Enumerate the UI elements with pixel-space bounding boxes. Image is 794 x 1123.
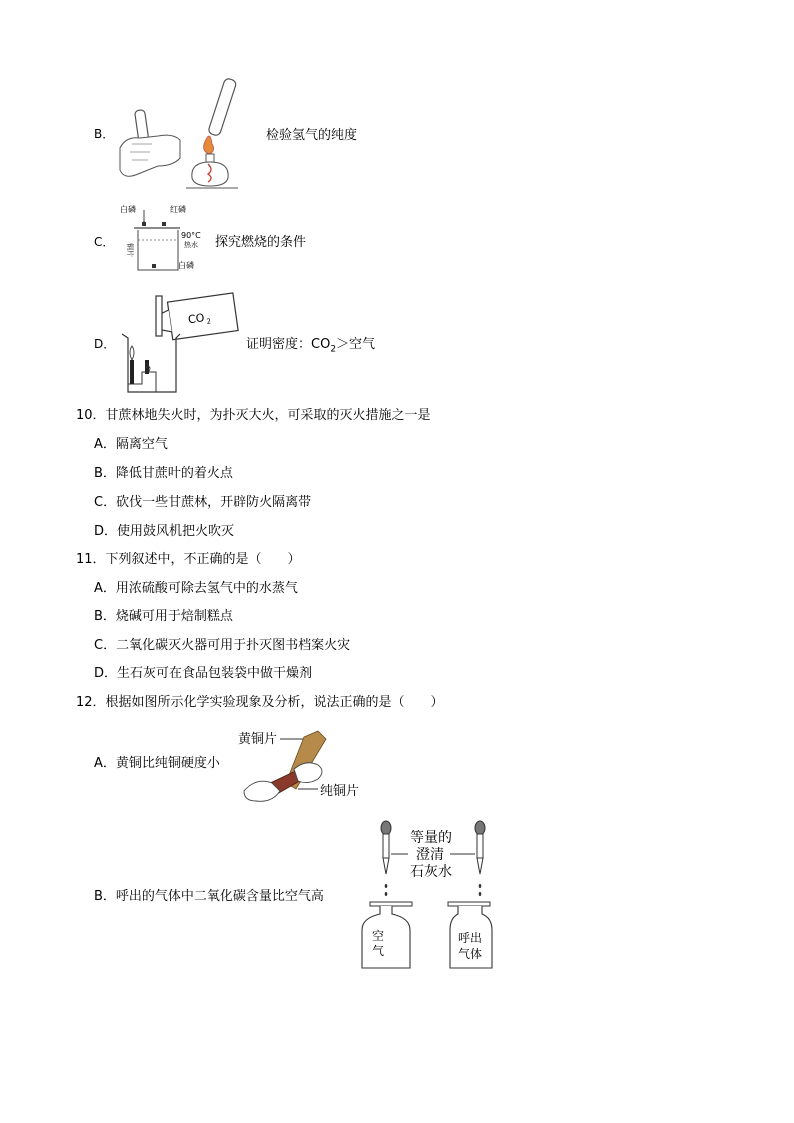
- q10-option-a: A．隔离空气: [94, 437, 168, 452]
- q10-stem: 10．甘蔗林地失火时，为扑灭大火，可采取的灭火措施之一是: [76, 408, 431, 423]
- limewater-comparison-figure: [358, 818, 498, 973]
- option-c-letter: C．: [94, 235, 115, 249]
- label-limewater: 石灰水: [410, 864, 452, 880]
- q10-option-b: B．降低甘蔗叶的着火点: [94, 466, 233, 481]
- q10-option-d: D．使用鼓风机把火吹灭: [94, 524, 235, 539]
- q11-option-a: A．用浓硫酸可除去氢气中的水蒸气: [94, 581, 298, 596]
- label-copper-sheet-12a: 纯铜片: [320, 784, 360, 799]
- q11-option-b: B．烧碱可用于焙制糕点: [94, 609, 233, 624]
- option-d-subscript: 2: [330, 344, 337, 355]
- option-b-text: 检验氢气的纯度: [266, 128, 358, 143]
- label-red-phosphorus: 红磷: [170, 205, 186, 214]
- label-copper-sheet: 铜片: [126, 243, 134, 257]
- label-hot-water: 热水: [184, 241, 198, 249]
- bottle-exhaled-line-2: 气体: [458, 947, 483, 961]
- bottle-air-char-2: 气: [372, 944, 385, 958]
- hydrogen-purity-test-figure: [118, 78, 248, 193]
- label-white-phosphorus-bottom: 白磷: [178, 261, 194, 270]
- option-d-text: 证明密度：$CO_2>$空气: [246, 337, 376, 355]
- q12-stem: 12．根据如图所示化学实验现象及分析，说法正确的是（ ）: [76, 695, 444, 710]
- q10-option-c: C．砍伐一些甘蔗林，开辟防火隔离带: [94, 495, 312, 510]
- label-equal-amount: 等量的: [410, 830, 452, 846]
- q11-option-c: C．二氧化碳灭火器可用于扑灭图书档案火灾: [94, 638, 351, 653]
- option-b-letter: B．: [94, 127, 115, 141]
- option-d-letter: D．: [94, 337, 116, 351]
- co2-density-figure: [118, 288, 243, 398]
- label-temperature: 90°C: [181, 231, 201, 240]
- q11-option-d: D．生石灰可在食品包装袋中做干燥剂: [94, 666, 313, 681]
- q11-stem: 11．下列叙述中，不正确的是（ ）: [76, 552, 301, 567]
- label-clear: 澄清: [416, 847, 444, 863]
- option-c-text: 探究燃烧的条件: [215, 235, 307, 250]
- co2-bottle-label: CO: [187, 311, 206, 327]
- label-brass-sheet: 黄铜片: [238, 732, 278, 747]
- bottle-exhaled-line-1: 呼出: [458, 931, 483, 945]
- combustion-conditions-figure: [118, 200, 213, 275]
- brass-scratch-figure: [236, 725, 376, 807]
- q12-option-b: B．呼出的气体中二氧化碳含量比空气高: [94, 889, 324, 904]
- co2-bottle-label-sub: 2: [206, 317, 212, 326]
- label-white-phosphorus-top: 白磷: [120, 205, 136, 214]
- q12-option-a: A．黄铜比纯铜硬度小: [94, 756, 220, 771]
- bottle-air-char-1: 空: [372, 929, 385, 943]
